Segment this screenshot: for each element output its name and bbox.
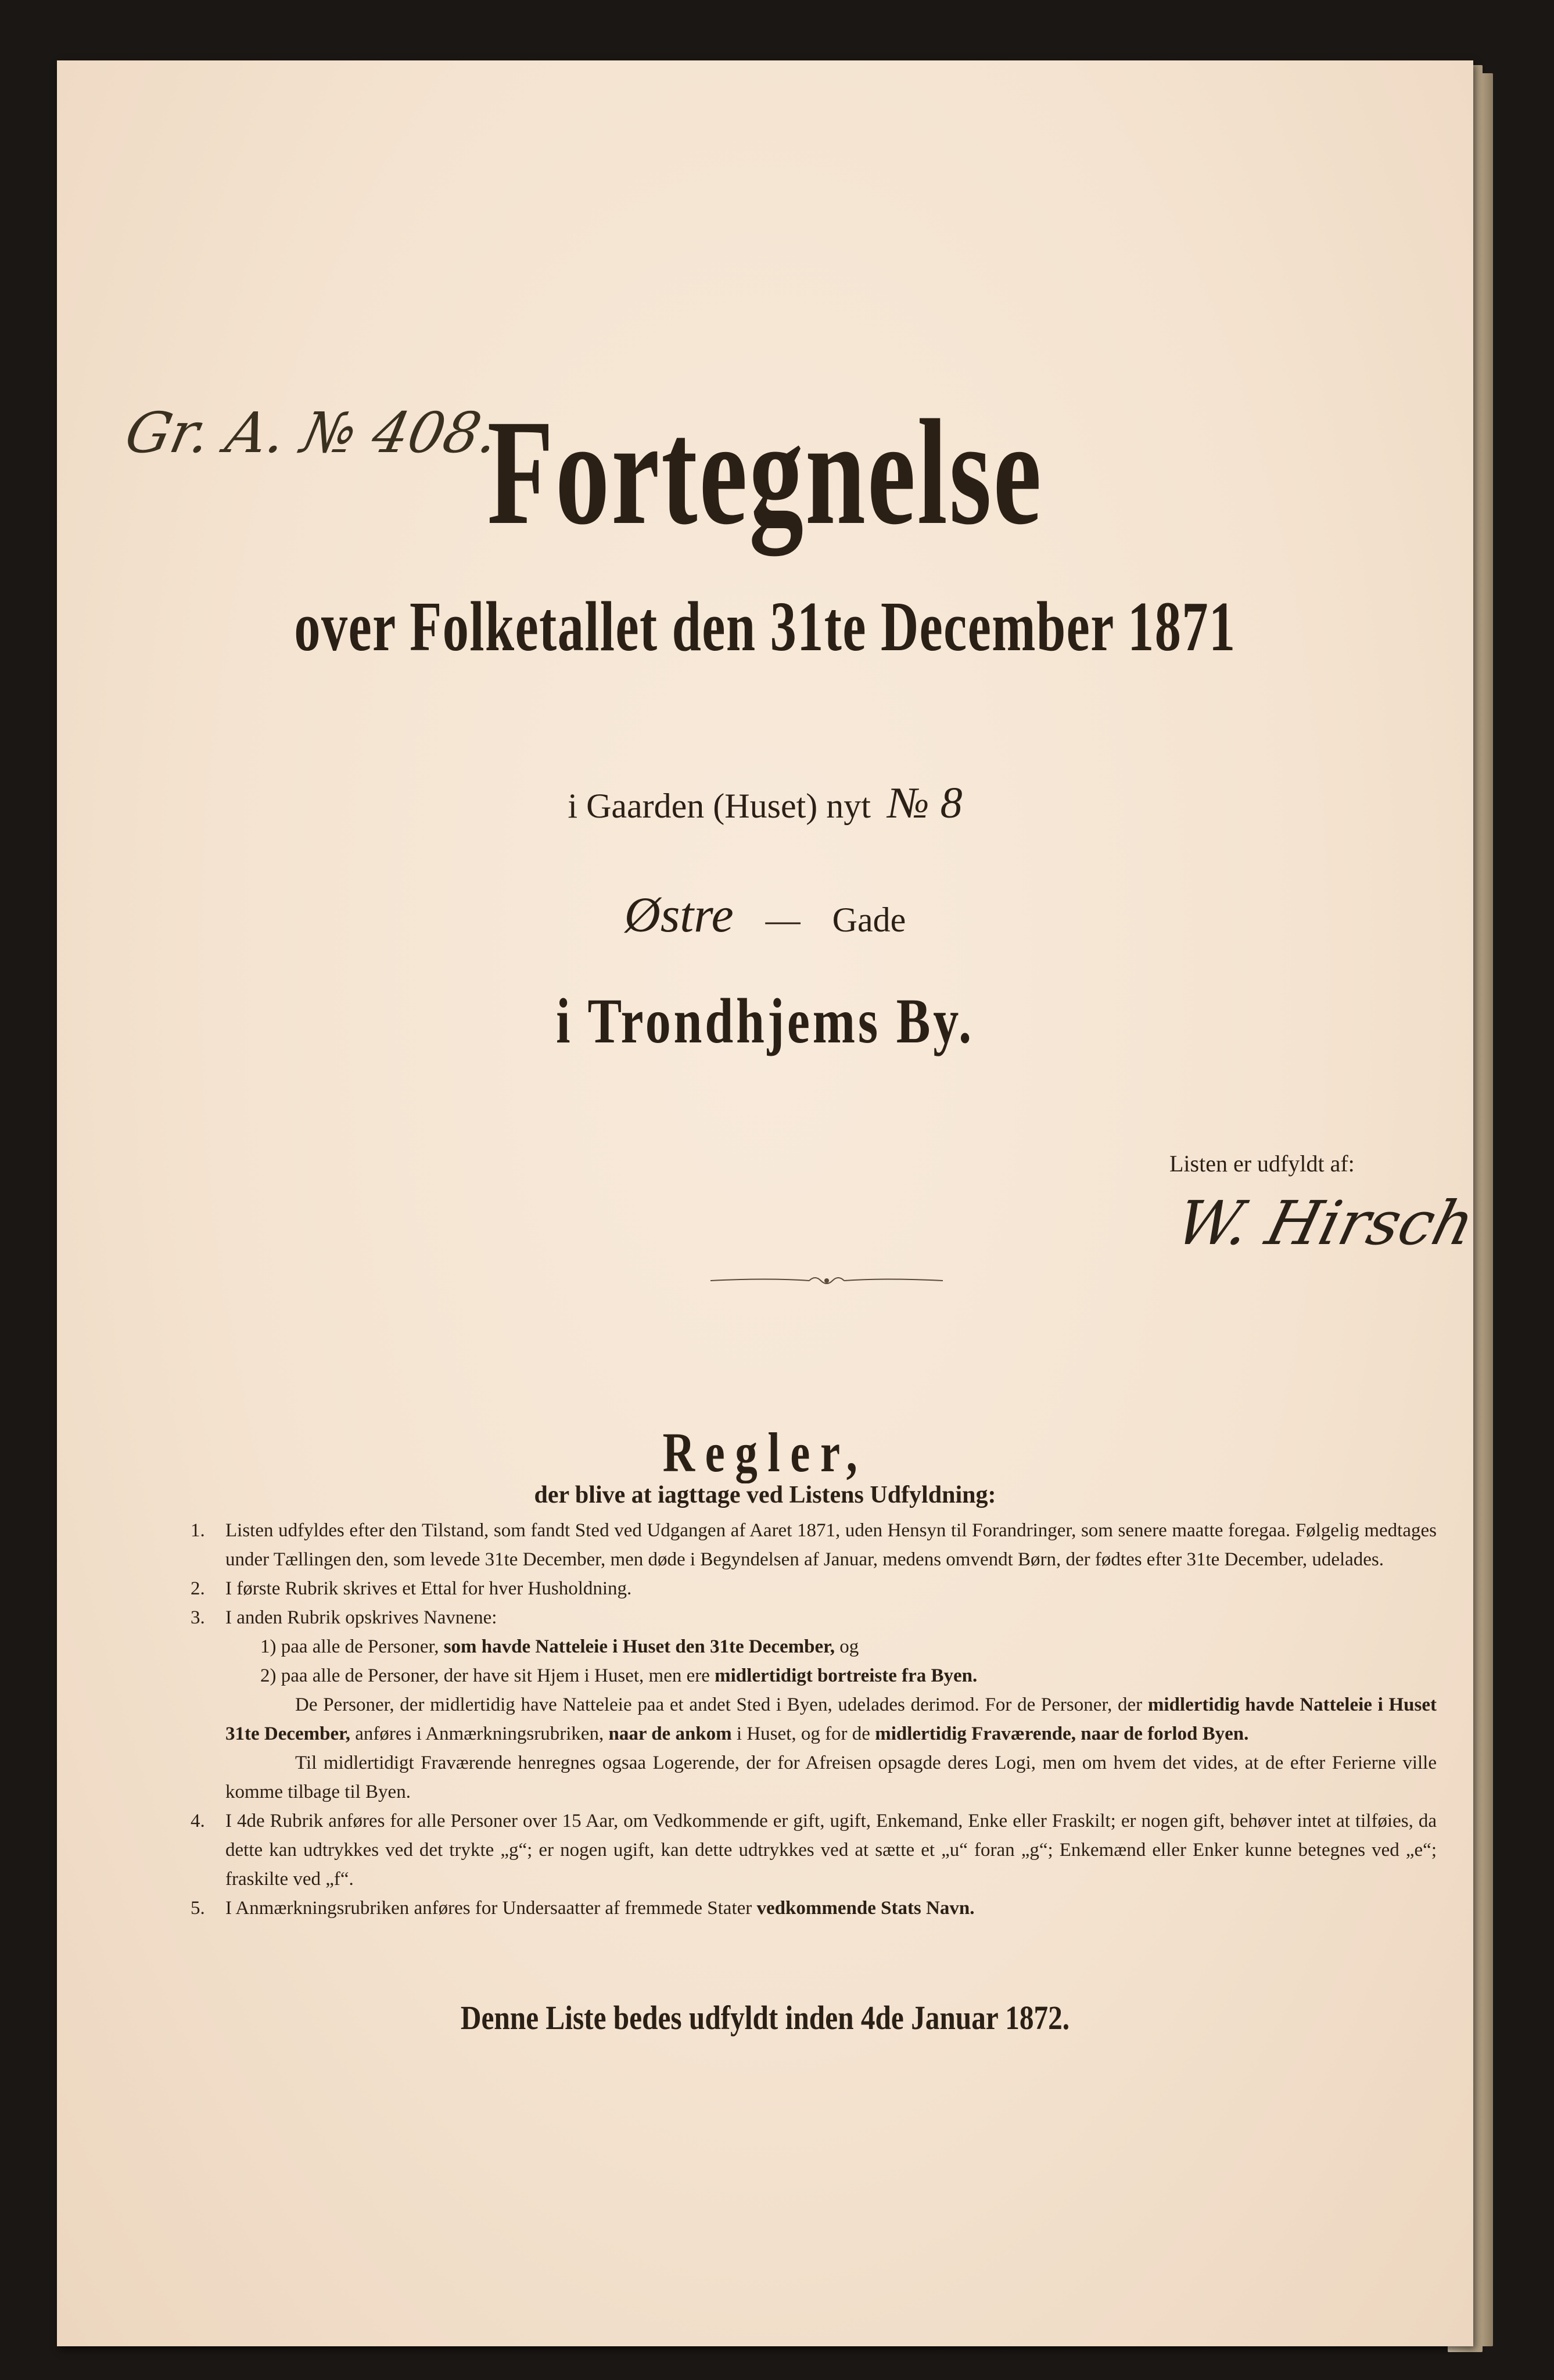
- rule-number: 1.: [191, 1520, 205, 1541]
- rules-subheading: der blive at iagttage ved Listens Udfyldning:: [534, 1482, 996, 1508]
- house-number-value: № 8: [887, 779, 963, 827]
- rule-paragraph: [225, 1748, 1437, 1806]
- rule-subitem-emphasis: midlertidigt bortreiste fra Byen.: [715, 1665, 978, 1686]
- rules-heading: Regler,: [662, 1421, 868, 1483]
- rule-text: I anden Rubrik opskrives Navnene:: [225, 1607, 497, 1628]
- rule-emphasis: vedkommende Stats Navn.: [756, 1898, 975, 1919]
- handwritten-reference-number: Gr. A. № 408.: [120, 400, 505, 465]
- rule-item: [191, 1806, 1437, 1894]
- rule-number: 2.: [191, 1578, 205, 1599]
- street-suffix: Gade: [832, 901, 906, 939]
- rule-paragraph-emphasis: midlertidig Fraværende, naar de forlod Byen.: [875, 1723, 1249, 1744]
- house-number-label: i Gaarden (Huset) nyt: [568, 787, 871, 825]
- rules-list: [191, 1516, 1437, 1923]
- rule-text: I første Rubrik skrives et Ettal for hver Husholdning.: [225, 1578, 632, 1599]
- deadline-note: Denne Liste bedes udfyldt inden 4de Januar 1872.: [460, 1999, 1070, 2037]
- census-form-page: [57, 60, 1482, 2346]
- rule-item: [191, 1894, 1437, 1923]
- street-name-handwritten: Østre: [624, 887, 734, 942]
- rule-subitem: [225, 1632, 1437, 1661]
- rule-item: [191, 1603, 1437, 1806]
- rule-paragraph-emphasis: midlertidig havde Natteleie i Huset 31te December,: [225, 1694, 1437, 1744]
- filled-by-label: Listen er udfyldt af:: [1169, 1150, 1355, 1177]
- house-number-line: [57, 778, 1473, 829]
- rule-text: I Anmærkningsrubriken anføres for Undersaatter af fremmede Stater: [225, 1898, 752, 1919]
- rule-subitem-text: 1) paa alle de Personer,: [260, 1636, 439, 1657]
- street-dash: —: [765, 901, 801, 939]
- rule-item: [191, 1574, 1437, 1603]
- rule-number: 3.: [191, 1607, 205, 1628]
- rule-paragraph-text: anføres i Anmærkningsrubriken,: [355, 1723, 604, 1744]
- rule-item: [191, 1516, 1437, 1574]
- street-line: [57, 886, 1473, 944]
- signature: W. Hirsch: [1169, 1188, 1482, 1259]
- rule-paragraph-text: De Personer, der midlertidig have Natteleie paa et andet Sted i Byen, udelades derimod. For de Personer, der: [295, 1694, 1143, 1715]
- rule-subitem-text: og: [839, 1636, 859, 1657]
- rule-subitem: [225, 1661, 1437, 1690]
- rule-number: 4.: [191, 1811, 205, 1831]
- city-line: i Trondhjems By.: [556, 985, 974, 1056]
- rule-paragraph-emphasis: naar de ankom: [608, 1723, 732, 1744]
- rule-paragraph-text: Til midlertidigt Fraværende henregnes ogsaa Logerende, der for Afreisen opsagde deres Logi, men om hvem det vides, at de efter Ferierne ville komme tilbage til Byen.: [225, 1752, 1437, 1802]
- rule-subitem-emphasis: som havde Natteleie i Huset den 31te December,: [443, 1636, 835, 1657]
- form-title: Fortegnelse: [487, 389, 1043, 556]
- rule-paragraph: [225, 1690, 1437, 1748]
- rule-paragraph-text: i Huset, og for de: [736, 1723, 870, 1744]
- form-subtitle: over Folketallet den 31te December 1871: [294, 587, 1236, 666]
- rule-number: 5.: [191, 1898, 205, 1919]
- rule-text: I 4de Rubrik anføres for alle Personer over 15 Aar, om Vedkommende er gift, ugift, Enkemand, Enke eller Fraskilt; er nogen gift, behøver intet at tilføies, da dette kan udtrykkes ved det trykte „g“; er nogen ugift, kan dette udtrykkes ved at sætte et „u“ foran „g“; Enkemænd eller Enker kunne betegnes ved „e“; fraskilte ved „f“.: [225, 1811, 1437, 1890]
- rule-subitem-text: 2) paa alle de Personer, der have sit Hjem i Huset, men ere: [260, 1665, 710, 1686]
- rule-text: Listen udfyldes efter den Tilstand, som fandt Sted ved Udgangen af Aaret 1871, uden Hensyn til Forandringer, som senere maatte foregaa. Følgelig medtages under Tællingen den, som levede 31te December, men døde i Begyndelsen af Januar, medens omvendt Børn, der fødtes efter 31te December, udelades.: [225, 1520, 1437, 1570]
- ornament-divider: [710, 1272, 943, 1289]
